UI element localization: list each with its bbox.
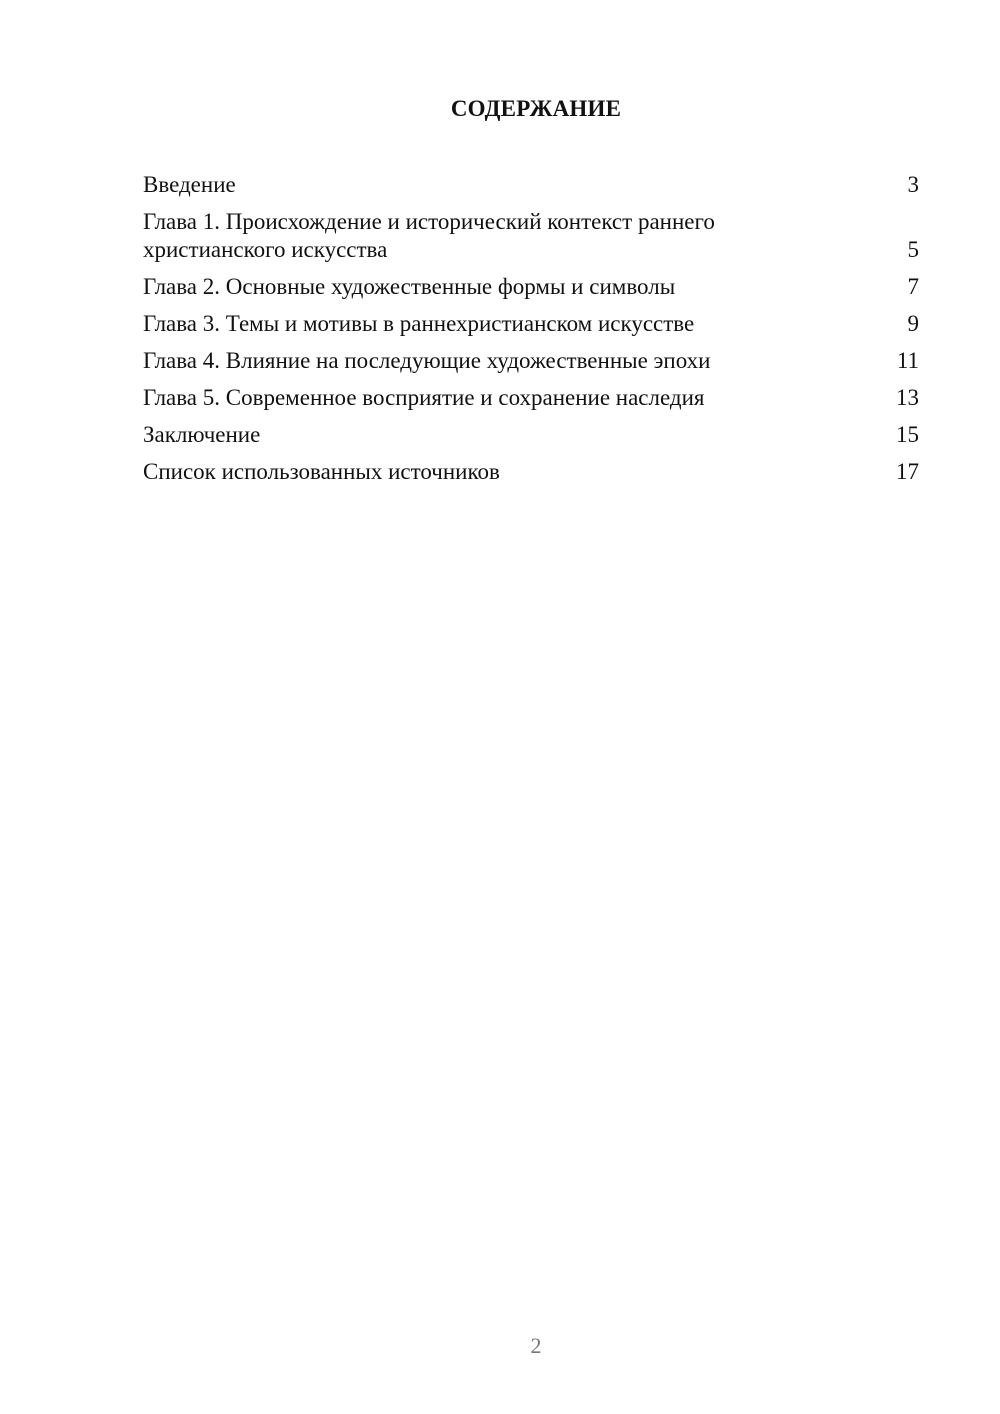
toc-entry-chapter-2 <box>143 273 919 301</box>
toc-entry-chapter-4 <box>143 347 919 375</box>
toc-title: СОДЕРЖАНИЕ <box>450 96 622 121</box>
toc-entry-text: Список использованных источников <box>143 459 500 484</box>
toc-entry-text: Глава 4. Влияние на последующие художественные эпохи <box>143 348 711 373</box>
toc-entry-text: Глава 2. Основные художественные формы и символы <box>143 274 676 299</box>
toc-entry-page: 9 <box>907 311 919 336</box>
toc-entry-page: 3 <box>907 172 919 197</box>
toc-entry-chapter-1 <box>143 208 919 264</box>
toc-entry-page: 13 <box>896 385 919 410</box>
toc-entry-conclusion <box>143 421 919 449</box>
toc-entry-text: Заключение <box>143 422 261 447</box>
page-number: 2 <box>530 1333 542 1358</box>
table-of-contents <box>143 171 919 495</box>
toc-entry-text: Глава 5. Современное восприятие и сохранение наследия <box>143 385 705 410</box>
toc-entry-page: 11 <box>896 348 919 373</box>
toc-entry-text: Глава 3. Темы и мотивы в раннехристианском искусстве <box>143 311 695 336</box>
toc-entry-text: Глава 1. Происхождение и исторический контекст раннего христианского искусства <box>143 209 715 262</box>
toc-entry-introduction <box>143 171 919 199</box>
toc-entry-page: 5 <box>907 237 919 262</box>
toc-entry-page: 15 <box>896 422 919 447</box>
toc-entry-page: 17 <box>896 459 919 484</box>
toc-entry-references <box>143 458 919 486</box>
toc-entry-page: 7 <box>907 274 919 299</box>
toc-entry-text: Введение <box>143 172 236 197</box>
toc-entry-chapter-3 <box>143 310 919 338</box>
toc-entry-chapter-5 <box>143 384 919 412</box>
